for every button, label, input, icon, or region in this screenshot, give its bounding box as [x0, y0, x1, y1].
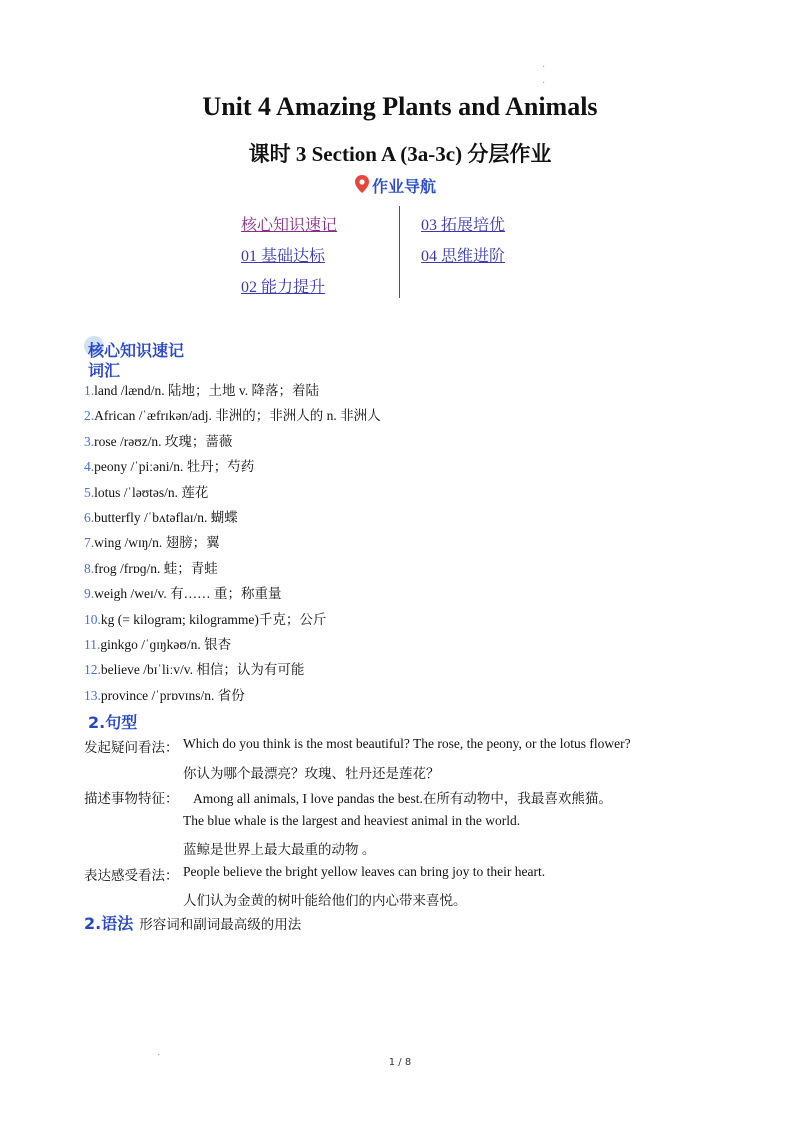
grammar-heading: 2.语法 [84, 914, 134, 933]
nav-link-ability[interactable]: 02 能力提升 [241, 279, 326, 296]
homework-nav-badge [355, 174, 436, 197]
list-item: 12.believe /bɪˈliːv/v. 相信；认为有可能 [84, 662, 305, 678]
list-item: 10.kg (= kilogram; kilogramme)千克；公斤 [84, 611, 327, 627]
vocab-list [84, 378, 704, 708]
list-item: 13.province /ˈprɒvɪns/n. 省份 [84, 687, 245, 703]
pattern-sentence: People believe the bright yellow leaves can bring joy to their heart. [183, 864, 546, 879]
pattern-sentence: The blue whale is the largest and heaviest animal in the world. [183, 813, 521, 828]
pattern-label-feeling: 表达感受看法： [84, 868, 179, 883]
pattern-label-ask: 发起疑问看法： [84, 740, 179, 755]
list-item: 7.wing /wɪŋ/n. 翅膀；翼 [84, 535, 220, 551]
list-item: 2.African /ˈæfrɪkən/adj. 非洲的；非洲人的 n. 非洲人 [84, 408, 381, 424]
grammar-text: 形容词和副词最高级的用法 [139, 917, 302, 932]
pattern-translation: 你认为哪个最漂亮？玫瑰、牡丹还是莲花？ [183, 766, 440, 781]
grammar-row [84, 911, 301, 934]
list-item: 1.land /lænd/n. 陆地；土地 v. 降落；着陆 [84, 383, 319, 398]
speck-mark: · [542, 78, 546, 89]
core-knowledge-heading: 核心知识速记 [88, 341, 185, 360]
location-pin-icon [355, 175, 369, 197]
patterns-heading: 2.句型 [88, 713, 138, 732]
pattern-sentence: Which do you think is the most beautiful? The rose, the peony, or the lotus flower? [183, 736, 631, 751]
page-subtitle: 课时 3 Section A (3a-3c) 分层作业 [248, 142, 552, 166]
homework-navigation [241, 206, 571, 298]
list-item: 4.peony /ˈpiːəni/n. 牡丹；芍药 [84, 459, 255, 475]
nav-link-basic[interactable]: 01 基础达标 [241, 248, 326, 265]
pattern-translation: 人们认为金黄的树叶能给他们的内心带来喜悦。 [183, 893, 467, 908]
list-item: 3.rose /rəʊz/n. 玫瑰；蔷薇 [84, 433, 233, 449]
list-item: 8.frog /frɒɡ/n. 蛙；青蛙 [84, 560, 218, 576]
pattern-translation: 蓝鲸是世界上最大最重的动物 。 [183, 842, 376, 857]
nav-link-extension[interactable]: 03 拓展培优 [421, 217, 506, 234]
nav-title: 作业导航 [372, 177, 437, 196]
speck-mark: · [542, 62, 546, 73]
pattern-label-describe: 描述事物特征： [84, 791, 179, 806]
list-item: 5.lotus /ˈləʊtəs/n. 莲花 [84, 484, 209, 500]
nav-divider [399, 206, 400, 298]
page-title: Unit 4 Amazing Plants and Animals [202, 92, 598, 121]
list-item: 11.ginkgo /ˈɡɪŋkəʊ/n. 银杏 [84, 636, 232, 652]
pattern-sentence: Among all animals, I love pandas the best.在所有动物中，我最喜欢熊猫。 [193, 791, 612, 806]
nav-link-core-knowledge[interactable]: 核心知识速记 [241, 217, 338, 234]
speck-mark: · [157, 1050, 161, 1061]
list-item: 6.butterfly /ˈbʌtəflaɪ/n. 蝴蝶 [84, 509, 238, 525]
vocab-heading: 词汇 [88, 361, 121, 380]
page-number: 1 / 8 [388, 1057, 412, 1068]
nav-link-thinking[interactable]: 04 思维进阶 [421, 248, 506, 265]
list-item: 9.weigh /weɪ/v. 有…… 重；称重量 [84, 586, 282, 602]
